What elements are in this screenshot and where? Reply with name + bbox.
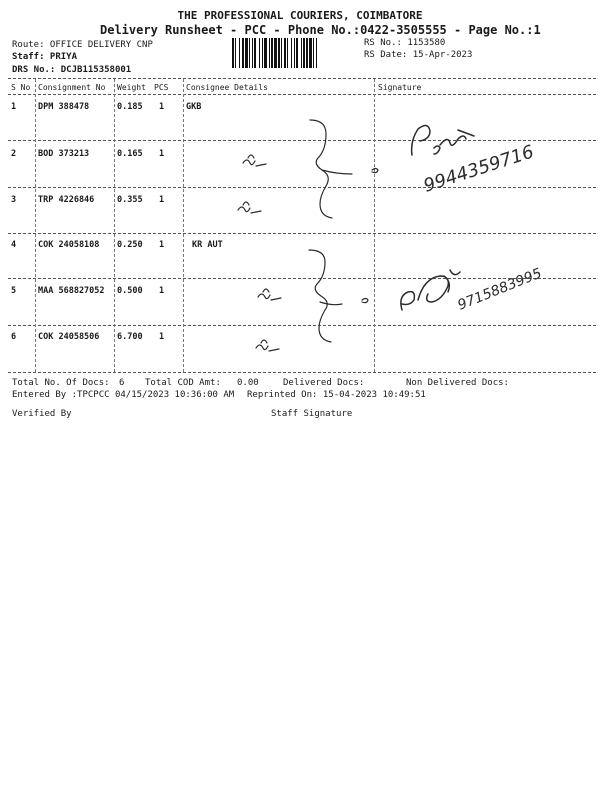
row-divider bbox=[8, 278, 596, 279]
reprinted-on: Reprinted On: 15-04-2023 10:49:51 bbox=[247, 390, 426, 400]
brace-mark bbox=[310, 120, 332, 218]
row-consignment: COK 24058108 bbox=[38, 240, 100, 250]
row-pcs: 1 bbox=[159, 195, 165, 205]
row-weight: 0.185 bbox=[117, 102, 143, 112]
company-title: THE PROFESSIONAL COURIERS, COIMBATORE bbox=[177, 9, 423, 22]
row-divider bbox=[8, 187, 596, 188]
row-divider bbox=[8, 233, 596, 234]
table-header-rule bbox=[8, 94, 596, 95]
row-consignee: GKB bbox=[186, 102, 202, 112]
row-weight: 0.355 bbox=[117, 195, 143, 205]
col-header-sno: S No bbox=[11, 83, 31, 92]
rs-number: RS No.: 1153580 bbox=[364, 38, 446, 48]
brace-tail bbox=[320, 302, 342, 305]
row-sno: 6 bbox=[11, 332, 17, 342]
rs-date: RS Date: 15-Apr-2023 bbox=[364, 50, 473, 60]
brace-mark bbox=[309, 250, 331, 342]
ditto-mark bbox=[243, 155, 266, 166]
row-consignee: KR AUT bbox=[192, 240, 223, 250]
column-divider bbox=[114, 79, 115, 372]
entered-by: Entered By :TPCPCC 04/15/2023 10:36:00 AM bbox=[12, 390, 235, 400]
staff-label: Staff: PRIYA bbox=[12, 52, 78, 62]
total-cod-label: Total COD Amt: bbox=[145, 378, 221, 388]
ditto-mark bbox=[238, 202, 261, 213]
col-header-consignment: Consignment No bbox=[38, 83, 106, 92]
total-cod-value: 0.00 bbox=[237, 378, 259, 388]
row-consignment: TRP 4226846 bbox=[38, 195, 95, 205]
row-consignment: COK 24058506 bbox=[38, 332, 100, 342]
small-loop bbox=[372, 169, 378, 173]
verified-by-label: Verified By bbox=[12, 409, 72, 419]
row-sno: 5 bbox=[11, 286, 17, 296]
col-header-weight: Weight bbox=[117, 83, 146, 92]
column-divider bbox=[374, 79, 375, 372]
col-header-signature: Signature bbox=[378, 83, 422, 92]
row-weight: 0.500 bbox=[117, 286, 143, 296]
staff-signature-label: Staff Signature bbox=[271, 409, 353, 419]
brace-tail bbox=[322, 170, 352, 174]
signature-mark bbox=[401, 270, 460, 310]
table-bottom-rule bbox=[8, 372, 596, 373]
table-top-rule bbox=[8, 78, 596, 79]
delivered-docs-label: Delivered Docs: bbox=[283, 378, 365, 388]
runsheet-subtitle: Delivery Runsheet - PCC - Phone No.:0422-3505555 - Page No.:1 bbox=[100, 23, 541, 37]
row-consignment: DPM 388478 bbox=[38, 102, 90, 112]
drs-number: DRS No.: DCJB115358001 bbox=[12, 65, 132, 75]
row-pcs: 1 bbox=[159, 332, 165, 342]
row-divider bbox=[8, 325, 596, 326]
row-pcs: 1 bbox=[159, 286, 165, 296]
col-header-pcs: PCS bbox=[154, 83, 169, 92]
route-label: Route: OFFICE DELIVERY CNP bbox=[12, 40, 153, 50]
non-delivered-docs-label: Non Delivered Docs: bbox=[406, 378, 509, 388]
row-weight: 0.250 bbox=[117, 240, 143, 250]
ditto-mark bbox=[258, 289, 281, 300]
handwritten-phone-1: 9944359716 bbox=[421, 141, 537, 197]
column-divider bbox=[35, 79, 36, 372]
ditto-mark bbox=[256, 340, 279, 351]
row-sno: 2 bbox=[11, 149, 17, 159]
handwritten-phone-2: 9715883995 bbox=[455, 265, 545, 314]
row-divider bbox=[8, 140, 596, 141]
row-pcs: 1 bbox=[159, 102, 165, 112]
row-sno: 4 bbox=[11, 240, 17, 250]
row-weight: 6.700 bbox=[117, 332, 143, 342]
row-sno: 1 bbox=[11, 102, 17, 112]
row-consignment: BOD 373213 bbox=[38, 149, 90, 159]
total-docs-value: 6 bbox=[119, 378, 125, 388]
small-loop bbox=[362, 299, 368, 303]
barcode-image bbox=[232, 38, 356, 68]
col-header-consignee: Consignee Details bbox=[186, 83, 268, 92]
row-consignment: MAA 568827052 bbox=[38, 286, 105, 296]
row-pcs: 1 bbox=[159, 240, 165, 250]
row-sno: 3 bbox=[11, 195, 17, 205]
column-divider bbox=[183, 79, 184, 372]
row-pcs: 1 bbox=[159, 149, 165, 159]
row-weight: 0.165 bbox=[117, 149, 143, 159]
total-docs-label: Total No. Of Docs: bbox=[12, 378, 110, 388]
